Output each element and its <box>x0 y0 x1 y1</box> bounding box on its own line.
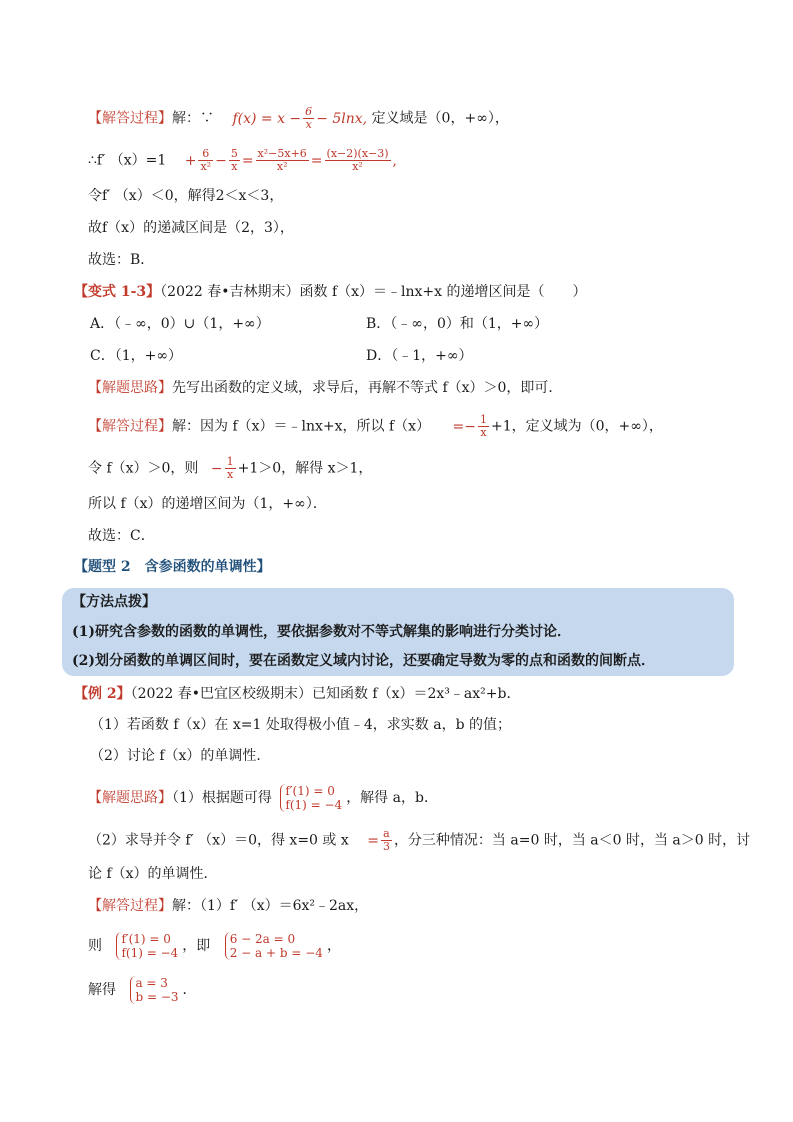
section-heading: 【题型 2 含参函数的单调性】 <box>74 559 271 575</box>
idea-line-3: （2）求导并令 f′ （x）＝0，得 x=0 或 x = $\frac{a}{3}$ ，分三种情况：当 a=0 时，当 a＜0 时，当 a＞0 时，讨 <box>88 827 751 853</box>
tag-answer-process: 【解答过程】 <box>88 418 172 435</box>
example-question: 【例 2】（2022 春•巴宜区校级期末）已知函数 f（x）＝2x³﹣ax²+b． <box>74 686 521 702</box>
equation-system: a = 3 b = −3 <box>130 976 178 1004</box>
tag-answer-process: 【解答过程】 <box>88 110 172 127</box>
method-item-1: (1)研究含参数的函数的单调性，要依据参数对不等式解集的影响进行分类讨论． <box>72 624 571 640</box>
derivative-expression: + $\frac{6}{\text{x²}}$ − $\frac{5}{x}$ = $\frac{\text{x²−5x+6}}{\text{x²}}$ = $\frac{(x-2)(x-3)}{\text{x²}}$ , <box>184 147 397 173</box>
example-q2: （2）讨论 f（x）的单调性． <box>90 748 271 764</box>
tag-idea: 【解题思路】 <box>88 790 172 806</box>
variant-question: 【变式 1-3】（2022 春•吉林期末）函数 f（x）＝﹣lnx+x 的递增区间是（ ） <box>74 284 587 300</box>
equation-system: 6 − 2a = 0 2 − a + b = −4 <box>225 932 323 960</box>
idea-line-4: 论 f（x）的单调性． <box>88 866 218 882</box>
proc-line-4: 故选：C． <box>88 528 155 544</box>
idea-line-2: 【解题思路】（1）根据题可得 f′(1) = 0 f(1) = −4 ，解得 a，b． <box>88 784 438 812</box>
equation-system: f′(1) = 0 f(1) = −4 <box>116 932 178 960</box>
choice-c: C．（1，+∞） <box>90 348 183 364</box>
proc-line-3: 所以 f（x）的递增区间为（1，+∞）． <box>88 496 327 512</box>
tag-idea: 【解题思路】 <box>88 380 172 396</box>
solution-line-2: ∴f′ （x）=1 + $\frac{6}{\text{x²}}$ − $\frac{5}{x}$ = $\frac{\text{x²−5x+6}}{\text{x²}}$ = $\frac{(x-2)(x-3)}{\text{x²}}$ , <box>88 147 397 173</box>
solution-line-5: 故选：B． <box>88 252 155 268</box>
choice-d: D．（﹣1，+∞） <box>366 348 473 364</box>
solution-line-4: 故f（x）的递减区间是（2，3）， <box>88 220 294 236</box>
tag-answer-process: 【解答过程】 <box>88 898 172 914</box>
variant-tag: 【变式 1-3】 <box>74 284 161 300</box>
idea-line-1: 【解题思路】先写出函数的定义域，求导后，再解不等式 f（x）＞0，即可． <box>88 380 563 396</box>
choice-a: A．（﹣∞，0）∪（1，+∞） <box>90 316 270 332</box>
solution-line-3: 令f′ （x）＜0，解得2＜x＜3， <box>88 188 284 204</box>
math-fx: f(x) = x − $\frac{6}{x}$ − 5lnx, <box>232 105 368 131</box>
choice-b: B．（﹣∞，0）和（1，+∞） <box>366 316 549 332</box>
proc2-line-1: 【解答过程】解：（1）f′ （x）＝6x²﹣2ax， <box>88 898 369 914</box>
solution-line-1: 【解答过程】解：∵ f(x) = x − $\frac{6}{x}$ − 5lnx, 定义域是（0，+∞）， <box>88 105 509 131</box>
method-item-2: (2)划分函数的单调区间时，要在函数定义域内讨论，还要确定导数为零的点和函数的间断点． <box>72 653 655 669</box>
proc-line-1: 【解答过程】解：因为 f（x）＝﹣lnx+x，所以 f（x） =− $\frac{1}{x}$ +1，定义域为（0，+∞）， <box>88 413 663 439</box>
proc2-line-2: 则 f′(1) = 0 f(1) = −4 ，即 6 − 2a = 0 2 − a + b = −4 ， <box>88 932 341 960</box>
equation-system: f′(1) = 0 f(1) = −4 <box>280 784 342 812</box>
example-q1: （1）若函数 f（x）在 x=1 处取得极小值﹣4，求实数 a，b 的值； <box>90 717 511 733</box>
method-title: 【方法点拨】 <box>72 594 156 610</box>
proc2-line-3: 解得 a = 3 b = −3 ． <box>88 976 197 1004</box>
proc-line-2: 令 f（x）＞0，则 − $\frac{1}{x}$ +1＞0，解得 x＞1， <box>88 455 373 481</box>
example-tag: 【例 2】 <box>74 686 131 702</box>
fraction: $\frac{6}{x}$ <box>305 105 313 131</box>
